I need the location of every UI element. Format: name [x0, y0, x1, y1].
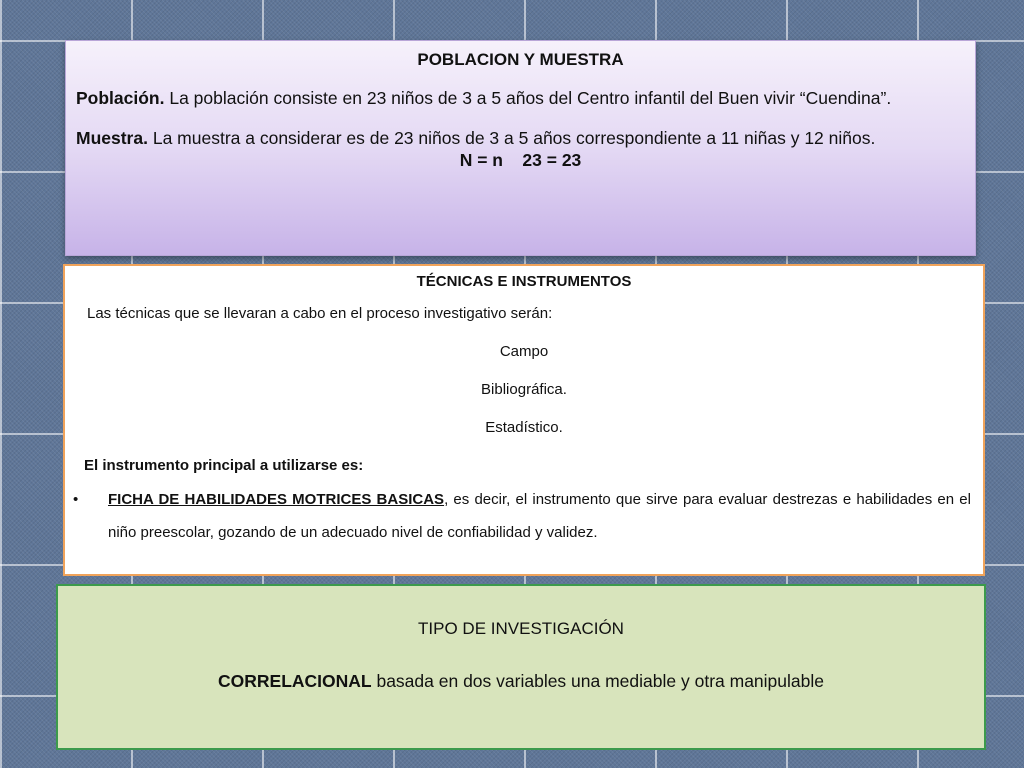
poblacion-paragraph: [76, 87, 965, 109]
instrumento-heading: El instrumento principal a utilizarse es:: [84, 457, 364, 474]
bullet-icon: •: [73, 491, 79, 508]
tipo-paragraph: [58, 670, 984, 692]
tecnica-item: Campo: [499, 343, 549, 360]
muestra-label: Muestra.: [76, 128, 148, 148]
tipo-bold: CORRELACIONAL: [218, 671, 372, 691]
tipo-title: TIPO DE INVESTIGACIÓN: [418, 619, 624, 638]
muestra-paragraph: [76, 127, 965, 149]
tipo-text: basada en dos variables una mediable y otra manipulable: [371, 671, 824, 691]
muestra-text: La muestra a considerar es de 23 niños de 3 a 5 años correspondiente a 11 niñas y 12 niños.: [147, 128, 876, 148]
tecnica-item: Estadístico.: [485, 419, 563, 436]
ficha-text: , es decir, el instrumento que sirve para evaluar destrezas e habilidades en el niño preescolar, gozando de un adecuado nivel de confiabilidad y validez.: [108, 491, 971, 541]
poblacion-muestra-title: POBLACION Y MUESTRA: [417, 50, 624, 69]
tipo-investigacion-box: [56, 584, 986, 750]
instrumento-bullet: [73, 490, 971, 549]
tecnicas-instrumentos-box: [63, 264, 985, 576]
tecnicas-title: TÉCNICAS E INSTRUMENTOS: [416, 273, 632, 290]
ficha-title: FICHA DE HABILIDADES MOTRICES BASICAS: [108, 491, 445, 508]
instrumento-description: [108, 483, 971, 549]
poblacion-label: Población.: [76, 88, 165, 108]
poblacion-text: La población consiste en 23 niños de 3 a 5 años del Centro infantil del Buen vivir “Cuendina”.: [164, 88, 892, 108]
tecnica-item: Bibliográfica.: [481, 381, 567, 398]
sample-formula: N = n 23 = 23: [459, 150, 582, 170]
tecnicas-intro: Las técnicas que se llevaran a cabo en el proceso investigativo serán:: [87, 305, 553, 322]
poblacion-muestra-box: [65, 40, 976, 256]
